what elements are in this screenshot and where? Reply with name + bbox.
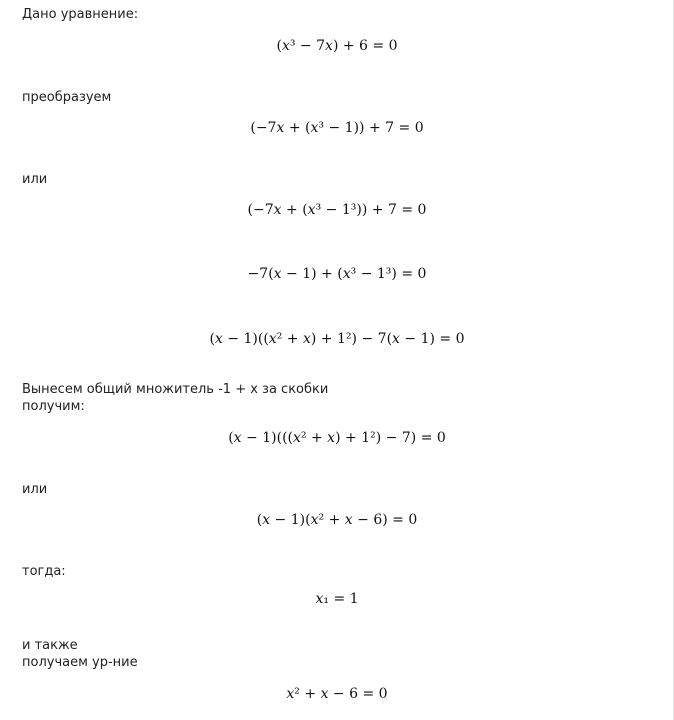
or-text-2: или (22, 482, 48, 497)
equation-factored-partial: (x − 1)((x² + x) + 1²) − 7(x − 1) = 0 (209, 331, 465, 347)
get-equation-text: получаем ур-ние (22, 655, 138, 670)
equation-product: (x − 1)(x² + x − 6) = 0 (256, 512, 418, 528)
obtain-text: получим: (22, 399, 85, 414)
also-text: и также (22, 638, 78, 653)
root-x1: x₁ = 1 (315, 591, 359, 607)
equation-cube-form: (−7x + (x³ − 1³)) + 7 = 0 (247, 202, 427, 218)
equation-given: (x³ − 7x) + 6 = 0 (276, 38, 398, 54)
equation-grouped: −7(x − 1) + (x³ − 1³) = 0 (247, 266, 427, 282)
intro-text: Дано уравнение: (22, 7, 139, 22)
common-factor-text: Вынесем общий множитель -1 + x за скобки (22, 382, 329, 397)
equation-quadratic: x² + x − 6 = 0 (286, 686, 388, 702)
transform-text: преобразуем (22, 90, 112, 105)
equation-common-factor: (x − 1)(((x² + x) + 1²) − 7) = 0 (228, 430, 446, 446)
or-text-1: или (22, 172, 48, 187)
then-text: тогда: (22, 564, 66, 579)
equation-transformed: (−7x + (x³ − 1)) + 7 = 0 (250, 120, 424, 136)
